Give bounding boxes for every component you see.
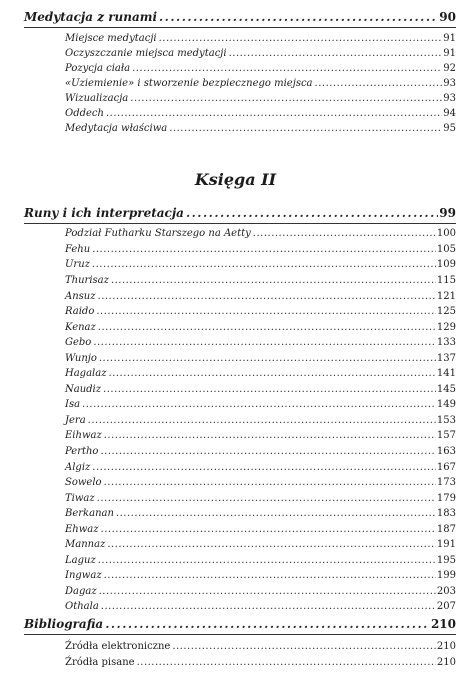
toc-entry-label: Sowelo <box>65 477 102 488</box>
toc-entry-label: Kenaz <box>65 322 96 333</box>
toc-entry-label: Medytacja właściwa <box>65 123 168 134</box>
dot-leader <box>172 640 436 653</box>
section-divider <box>24 634 456 635</box>
toc-page-number: 203 <box>436 586 456 597</box>
dot-leader <box>101 523 436 536</box>
dot-leader <box>104 429 436 442</box>
toc-entry-label: Źródła elektroniczne <box>65 641 171 652</box>
toc-entry-label: Ehwaz <box>65 524 99 535</box>
toc-entry[interactable] <box>65 569 456 582</box>
toc-page-number: 94 <box>443 108 456 119</box>
dot-leader <box>96 305 436 318</box>
toc-entry-label: Podział Futharku Starszego na Aetty <box>65 228 251 239</box>
toc-page-number: 129 <box>436 322 456 333</box>
dot-leader <box>159 10 438 25</box>
dot-leader <box>104 476 436 489</box>
toc-entry[interactable] <box>65 476 456 489</box>
toc-entry[interactable] <box>65 507 456 520</box>
toc-entry[interactable] <box>65 383 456 396</box>
toc-entry-label: Isa <box>65 399 81 410</box>
toc-entry-label: Pozycja ciała <box>65 63 131 74</box>
toc-entry[interactable] <box>65 77 456 90</box>
toc-entry-label: Berkanan <box>65 508 114 519</box>
toc-entry[interactable] <box>65 62 456 75</box>
dot-leader <box>98 290 436 303</box>
dot-leader <box>253 227 436 240</box>
toc-page-number: 149 <box>436 399 456 410</box>
toc-entry[interactable] <box>65 305 456 318</box>
toc-entry-label: Oczyszczanie miejsca medytacji <box>65 48 227 59</box>
toc-heading-label: Runy i ich interpretacja <box>24 206 184 220</box>
toc-entry-label: Laguz <box>65 555 96 566</box>
toc-entry-label: Wunjo <box>65 353 97 364</box>
toc-entry-label: Ingwaz <box>65 570 102 581</box>
toc-entry[interactable] <box>65 274 456 287</box>
toc-entry[interactable] <box>65 656 456 669</box>
toc-heading-label: Medytacja z runami <box>24 10 157 24</box>
toc-entry[interactable] <box>65 414 456 427</box>
dot-leader <box>99 352 436 365</box>
dot-leader <box>92 243 436 256</box>
toc-page-number: 125 <box>436 306 456 317</box>
toc-page-number: 191 <box>436 539 456 550</box>
dot-leader <box>97 492 436 505</box>
dot-leader <box>111 274 436 287</box>
toc-entry[interactable] <box>65 92 456 105</box>
section-divider <box>24 223 456 224</box>
book-part-title: Księga II <box>194 170 277 189</box>
toc-entry-label: Gebo <box>65 337 92 348</box>
toc-entry[interactable] <box>65 600 456 613</box>
toc-page-number: 179 <box>436 493 456 504</box>
toc-page-number: 163 <box>436 446 456 457</box>
toc-page-number: 167 <box>436 462 456 473</box>
section-divider <box>24 27 456 28</box>
toc-page-number: 210 <box>436 657 456 668</box>
toc-page-number: 105 <box>436 244 456 255</box>
toc-entry-label: Tiwaz <box>65 493 95 504</box>
toc-entry[interactable] <box>65 47 456 60</box>
dot-leader <box>159 32 443 45</box>
dot-leader <box>130 92 442 105</box>
toc-entry[interactable] <box>65 258 456 271</box>
toc-page-number: 187 <box>436 524 456 535</box>
toc-heading-runy[interactable] <box>24 206 456 221</box>
toc-page-number: 99 <box>439 206 456 220</box>
toc-heading-medytacja[interactable] <box>24 10 456 25</box>
toc-entry[interactable] <box>65 107 456 120</box>
toc-entry[interactable] <box>65 336 456 349</box>
toc-page-number: 121 <box>436 291 456 302</box>
toc-entry[interactable] <box>65 321 456 334</box>
toc-entry-label: Uruz <box>65 259 90 270</box>
toc-entry-label: Dagaz <box>65 586 97 597</box>
toc-page-number: 145 <box>436 384 456 395</box>
toc-entry-label: Wizualizacja <box>65 93 129 104</box>
toc-page-number: 133 <box>436 337 456 348</box>
toc-entry-label: Miejsce medytacji <box>65 33 157 44</box>
dot-leader <box>82 398 436 411</box>
dot-leader <box>106 107 442 120</box>
toc-page-number: 153 <box>436 415 456 426</box>
dot-leader <box>107 538 436 551</box>
dot-leader <box>108 367 435 380</box>
toc-page-number: 93 <box>443 78 456 89</box>
toc-entry-label: Pertho <box>65 446 99 457</box>
toc-entry-label: Źródła pisane <box>65 657 135 668</box>
toc-page-number: 195 <box>436 555 456 566</box>
toc-page-number: 210 <box>430 617 456 631</box>
toc-page-number: 91 <box>443 48 456 59</box>
toc-page-number: 115 <box>436 275 456 286</box>
toc-page-number: 91 <box>443 33 456 44</box>
dot-leader <box>98 554 436 567</box>
toc-entry-label: «Uziemienie» i stworzenie bezpiecznego miejsca <box>65 78 313 89</box>
toc-page-number: 157 <box>436 430 456 441</box>
toc-page-number: 100 <box>436 228 456 239</box>
dot-leader <box>101 600 436 613</box>
dot-leader <box>92 461 436 474</box>
toc-entry-label: Naudiz <box>65 384 102 395</box>
dot-leader <box>92 258 436 271</box>
toc-entry[interactable] <box>65 523 456 536</box>
toc-entry-label: Mannaz <box>65 539 106 550</box>
dot-leader <box>186 206 438 221</box>
toc-heading-label: Bibliografia <box>24 617 104 631</box>
toc-entry-label: Ansuz <box>65 291 96 302</box>
toc-page-number: 173 <box>436 477 456 488</box>
toc-entry[interactable] <box>65 538 456 551</box>
toc-entry-label: Algiz <box>65 462 91 473</box>
toc-page-number: 141 <box>436 368 456 379</box>
toc-entry-label: Fehu <box>65 244 91 255</box>
toc-page-number: 109 <box>436 259 456 270</box>
dot-leader <box>137 656 436 669</box>
dot-leader <box>116 507 436 520</box>
toc-entry[interactable] <box>65 398 456 411</box>
toc-entry-label: Raido <box>65 306 95 317</box>
toc-entry[interactable] <box>65 461 456 474</box>
toc-entry[interactable] <box>65 122 456 135</box>
toc-entry-label: Jera <box>65 415 86 426</box>
toc-entry-label: Thurisaz <box>65 275 109 286</box>
toc-entry-label: Hagalaz <box>65 368 107 379</box>
dot-leader <box>104 569 436 582</box>
toc-page-number: 95 <box>443 123 456 134</box>
toc-entry[interactable] <box>65 243 456 256</box>
toc-page-number: 90 <box>439 10 456 24</box>
toc-entry[interactable] <box>65 290 456 303</box>
dot-leader <box>98 321 436 334</box>
dot-leader <box>105 617 430 632</box>
toc-page-number: 93 <box>443 93 456 104</box>
toc-page-number: 210 <box>436 641 456 652</box>
toc-entry[interactable] <box>65 585 456 598</box>
dot-leader <box>88 414 436 427</box>
dot-leader <box>315 77 443 90</box>
toc-page-number: 199 <box>436 570 456 581</box>
dot-leader <box>132 62 442 75</box>
toc-page-number: 183 <box>436 508 456 519</box>
dot-leader <box>169 122 442 135</box>
toc-entry[interactable] <box>65 640 456 653</box>
toc-entry[interactable] <box>65 227 456 240</box>
toc-entry[interactable] <box>65 554 456 567</box>
toc-entry[interactable] <box>65 32 456 45</box>
toc-entry[interactable] <box>65 367 456 380</box>
toc-entry[interactable] <box>65 429 456 442</box>
toc-page-number: 207 <box>436 601 456 612</box>
toc-entry[interactable] <box>65 492 456 505</box>
toc-heading-bibliografia[interactable] <box>24 617 456 632</box>
toc-page-number: 137 <box>436 353 456 364</box>
toc-entry[interactable] <box>65 445 456 458</box>
dot-leader <box>103 383 436 396</box>
dot-leader <box>229 47 443 60</box>
toc-entry[interactable] <box>65 352 456 365</box>
toc-entry-label: Oddech <box>65 108 104 119</box>
dot-leader <box>99 585 436 598</box>
toc-entry-label: Othala <box>65 601 99 612</box>
dot-leader <box>100 445 435 458</box>
toc-page-number: 92 <box>443 63 456 74</box>
toc-entry-label: Eihwaz <box>65 430 102 441</box>
dot-leader <box>93 336 436 349</box>
